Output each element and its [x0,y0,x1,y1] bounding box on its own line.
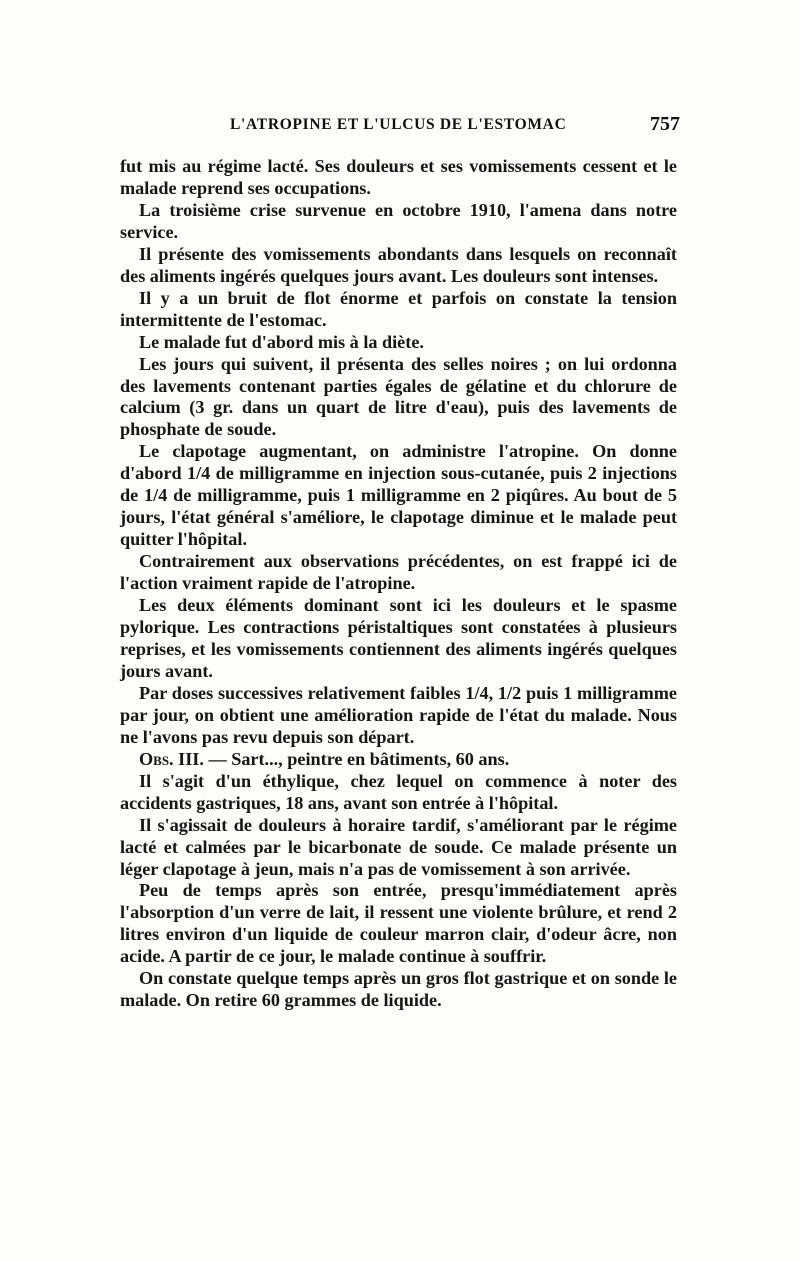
page-number: 757 [650,113,680,135]
paragraph: fut mis au régime lacté. Ses douleurs et ses vomissements cessent et le malade reprend ses occupations. [120,156,677,198]
paragraph: Il s'agit d'un éthylique, chez lequel on commence à noter des accidents gastriques, 18 ans, avant son entrée à l'hôpital. [120,770,677,813]
paragraph: Le clapotage augmentant, on administre l'atropine. On donne d'abord 1/4 de milligramme en injection sous-cutanée, puis 2 injections de 1/4 de milligramme, puis 1 milligramme en 2 piqûres. Au bout de 5 jours, l'état général s'améliore, le clapotage diminue et le malade peut quitter l'hôpital. [120,441,677,550]
paragraph: Contrairement aux observations précédentes, on est frappé ici de l'action vraiment rapide de l'atropine. [120,551,677,594]
observation-label: Obs. III. — [139,748,227,769]
paragraph: Il y a un bruit de flot énorme et parfois on constate la tension intermittente de l'estomac. [120,287,677,330]
page-header [120,113,680,142]
paragraph: Le malade fut d'abord mis à la diète. [139,331,424,352]
paragraph: Par doses successives relativement faibles 1/4, 1/2 puis 1 milligramme par jour, on obtient une amélioration rapide de l'état du malade. Nous ne l'avons pas revu depuis son départ. [120,682,677,747]
observation-heading [120,749,677,771]
paragraph: Il présente des vomissements abondants dans lesquels on reconnaît des aliments ingérés quelques jours avant. Les douleurs sont intenses. [120,243,677,286]
paragraph: Les deux éléments dominant sont ici les douleurs et le spasme pylorique. Les contractions péristaltiques sont constatées à plusieurs reprises, et les vomissements contiennent des aliments ingérés quelques jours avant. [120,595,677,681]
paragraph: Les jours qui suivent, il présenta des selles noires ; on lui ordonna des lavements contenant parties égales de gélatine et du chlorure de calcium (3 gr. dans un quart de litre d'eau), puis des lavements de phosphate de soude. [120,353,677,440]
paragraph: Il s'agissait de douleurs à horaire tardif, s'améliorant par le régime lacté et calmées par le bicarbonate de soude. Ce malade présente un léger clapotage à jeun, mais n'a pas de vomissement à son arrivée. [120,814,677,879]
body-text [120,156,677,1012]
paragraph: On constate quelque temps après un gros flot gastrique et on sonde le malade. On retire 60 grammes de liquide. [120,968,677,1011]
running-title: L'ATROPINE ET L'ULCUS DE L'ESTOMAC [230,116,567,133]
paragraph: La troisième crise survenue en octobre 1910, l'amena dans notre service. [120,199,677,242]
observation-title: Sart..., peintre en bâtiments, 60 ans. [226,748,510,769]
paragraph: Peu de temps après son entrée, presqu'immédiatement après l'absorption d'un verre de lait, il ressent une violente brûlure, et rend 2 litres environ d'un liquide de couleur marron clair, d'odeur âcre, non acide. A partir de ce jour, le malade continue à souffrir. [120,880,677,967]
